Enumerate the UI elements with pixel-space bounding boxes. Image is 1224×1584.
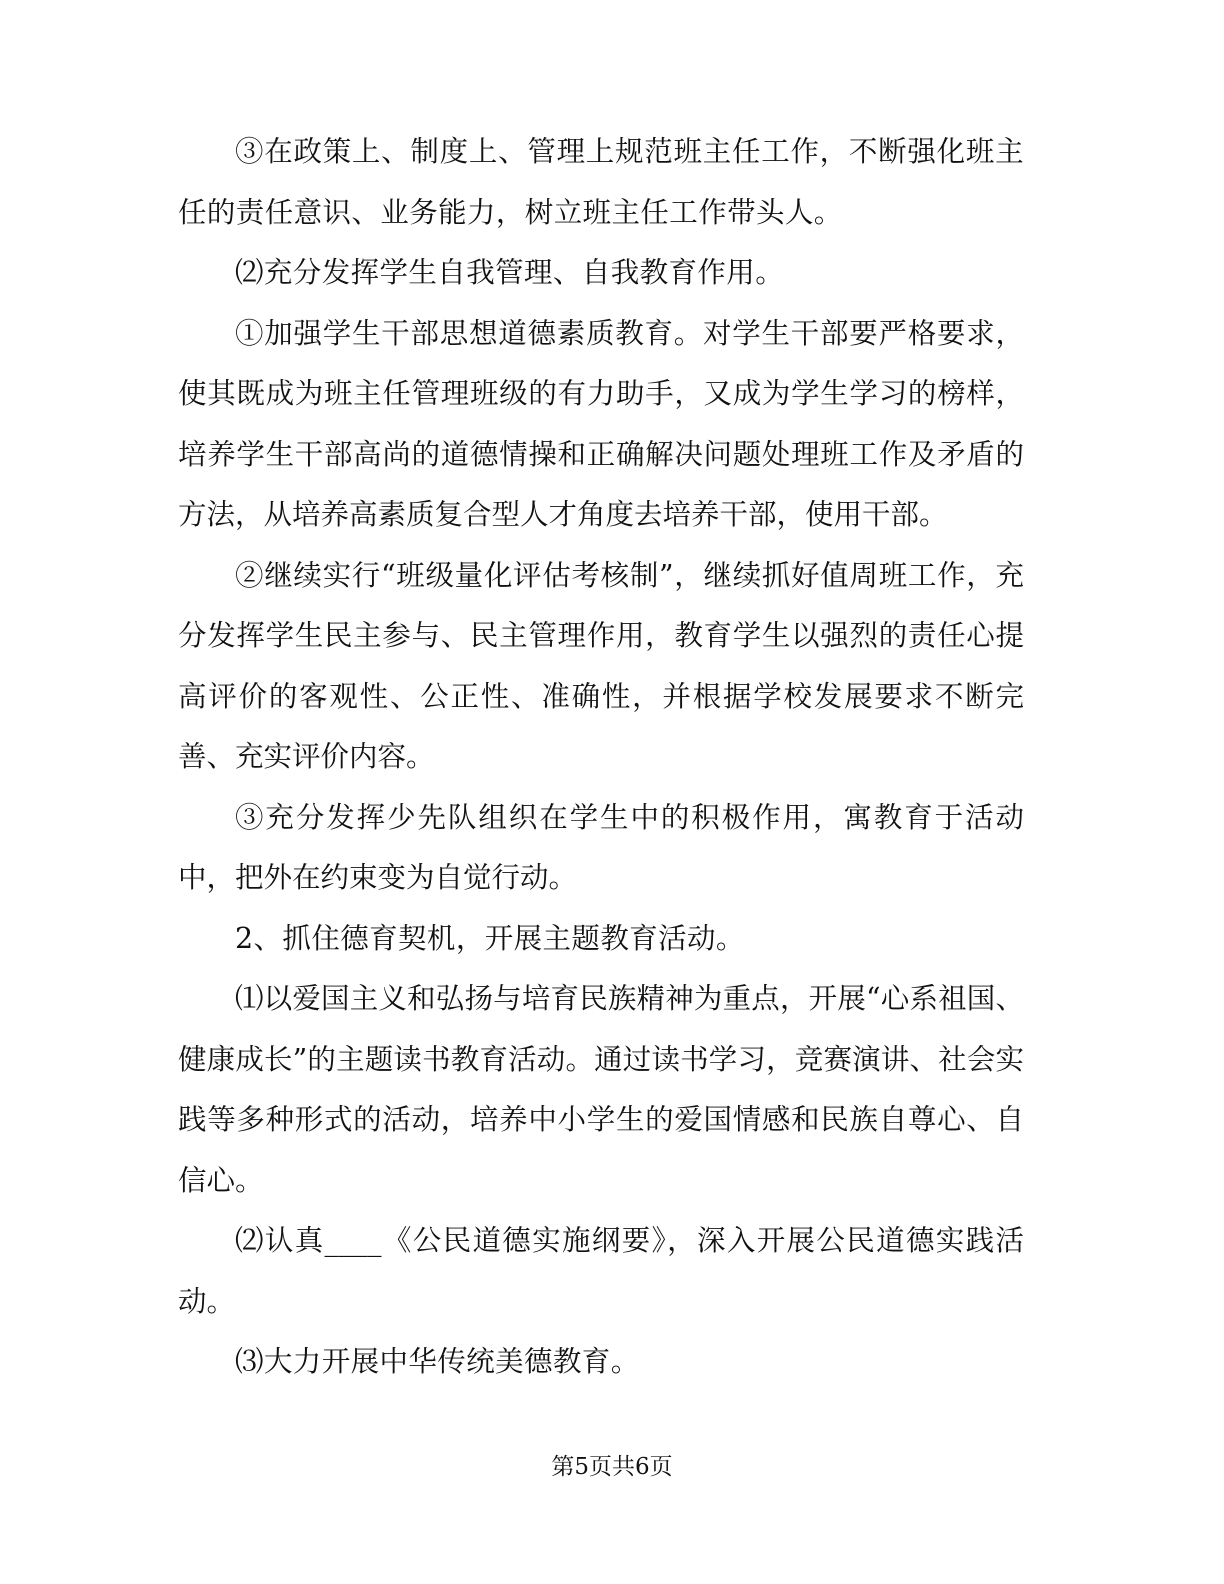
paragraph-6: 2、抓住德育契机，开展主题教育活动。: [235, 921, 745, 955]
paragraph-5: ③充分发挥少先队组织在学生中的积极作用，寓教育于活动中，把外在约束变为自觉行动。: [178, 800, 1024, 894]
paragraph-9: ⑶大力开展中华传统美德教育。: [235, 1345, 640, 1378]
paragraph-1: ③在政策上、制度上、管理上规范班主任工作，不断强化班主任的责任意识、业务能力，树立班主任工作带头人。: [178, 135, 1024, 229]
paragraph-3: ①加强学生干部思想道德素质教育。对学生干部要严格要求，使其既成为班主任管理班级的有力助手，又成为学生学习的榜样，培养学生干部高尚的道德情操和正确解决问题处理班工作及矛盾的方法，从培养高素质复合型人才角度去培养干部，使用干部。: [178, 316, 1024, 531]
document-body: [178, 122, 1024, 1393]
paragraph-8: ⑵认真____《公民道德实施纲要》，深入开展公民道德实践活动。: [178, 1224, 1024, 1318]
page-number-footer: 第5页共6页: [551, 1454, 673, 1480]
paragraph-2: ⑵充分发挥学生自我管理、自我教育作用。: [235, 256, 785, 289]
paragraph-4: ②继续实行“班级量化评估考核制”，继续抓好值周班工作，充分发挥学生民主参与、民主管理作用，教育学生以强烈的责任心提高评价的客观性、公正性、准确性，并根据学校发展要求不断完善、充实评价内容。: [178, 558, 1024, 773]
paragraph-7: ⑴以爱国主义和弘扬与培育民族精神为重点，开展“心系祖国、健康成长”的主题读书教育活动。通过读书学习，竞赛演讲、社会实践等多种形式的活动，培养中小学生的爱国情感和民族自尊心、自信心。: [178, 982, 1024, 1197]
